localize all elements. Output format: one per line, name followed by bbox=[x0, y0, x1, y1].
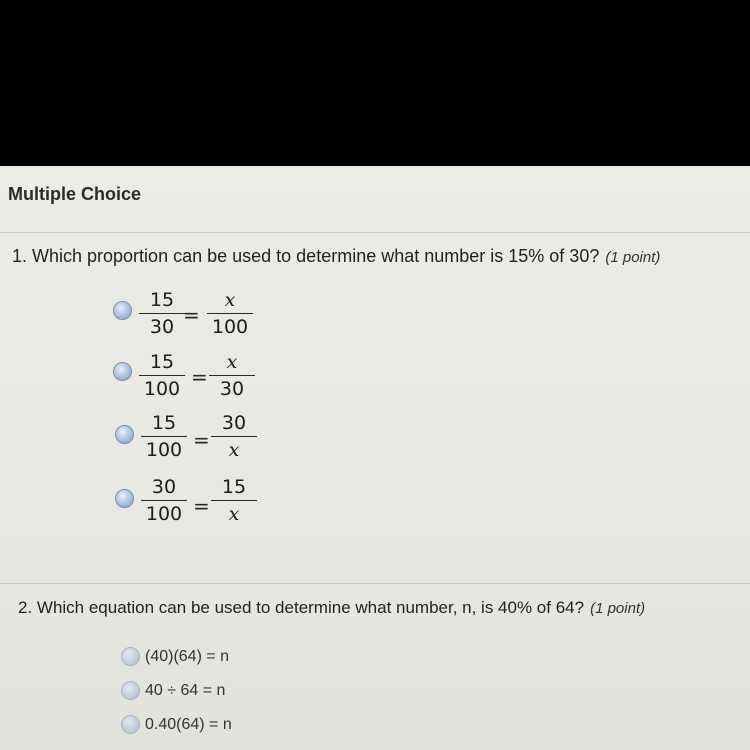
fraction-denominator: x bbox=[228, 503, 240, 525]
q1-choice-c-right-fraction bbox=[207, 411, 261, 462]
q2-choice-a-radio[interactable] bbox=[121, 647, 140, 666]
q1-choice-b-left-fraction bbox=[135, 350, 189, 401]
q1-choice-a-right-fraction bbox=[203, 288, 257, 339]
fraction-denominator: x bbox=[228, 439, 240, 461]
quiz-screen bbox=[0, 166, 750, 750]
fraction-denominator: 100 bbox=[145, 439, 183, 461]
fraction-numerator: 30 bbox=[151, 476, 177, 498]
fraction-bar bbox=[139, 313, 185, 314]
equals-sign: = bbox=[191, 365, 208, 389]
fraction-numerator: x bbox=[224, 289, 236, 311]
q1-choice-c-left-fraction bbox=[137, 411, 191, 462]
fraction-numerator: 15 bbox=[149, 351, 175, 373]
equals-sign: = bbox=[193, 494, 210, 518]
fraction-bar bbox=[211, 500, 257, 501]
q2-choice-c-label: 0.40(64) = n bbox=[145, 716, 232, 733]
q2-choice-b-label: 40 ÷ 64 = n bbox=[145, 682, 226, 699]
question-2-points: (1 point) bbox=[590, 600, 646, 617]
fraction-denominator: 100 bbox=[143, 378, 181, 400]
question-2-text bbox=[18, 598, 645, 618]
fraction-bar bbox=[209, 375, 255, 376]
q1-choice-b-right-fraction bbox=[205, 350, 259, 401]
equals-sign: = bbox=[193, 428, 210, 452]
fraction-numerator: 15 bbox=[221, 476, 247, 498]
divider bbox=[0, 232, 750, 233]
fraction-denominator: 100 bbox=[211, 316, 249, 338]
section-title: Multiple Choice bbox=[8, 184, 142, 204]
question-1-points: (1 point) bbox=[605, 249, 661, 266]
fraction-numerator: 30 bbox=[221, 412, 247, 434]
fraction-bar bbox=[141, 436, 187, 437]
q1-choice-a-radio[interactable] bbox=[113, 301, 132, 320]
question-2-prompt: 2. Which equation can be used to determine what number, n, is 40% of 64? bbox=[18, 598, 585, 617]
fraction-denominator: 30 bbox=[219, 378, 245, 400]
fraction-bar bbox=[139, 375, 185, 376]
divider bbox=[0, 583, 750, 584]
q1-choice-b-radio[interactable] bbox=[113, 362, 132, 381]
fraction-numerator: 15 bbox=[151, 412, 177, 434]
equals-sign: = bbox=[183, 303, 200, 327]
fraction-denominator: 100 bbox=[145, 503, 183, 525]
fraction-numerator: x bbox=[226, 351, 238, 373]
fraction-bar bbox=[141, 500, 187, 501]
q2-choice-b-radio[interactable] bbox=[121, 681, 140, 700]
fraction-bar bbox=[211, 436, 257, 437]
q2-choice-a-label: (40)(64) = n bbox=[145, 648, 230, 665]
q2-choice-c-radio[interactable] bbox=[121, 715, 140, 734]
q1-choice-a-left-fraction bbox=[135, 288, 189, 339]
fraction-denominator: 30 bbox=[149, 316, 175, 338]
fraction-numerator: 15 bbox=[149, 289, 175, 311]
q1-choice-d-left-fraction bbox=[137, 475, 191, 526]
q1-choice-d-radio[interactable] bbox=[115, 489, 134, 508]
question-1-text bbox=[12, 246, 660, 267]
q1-choice-d-right-fraction bbox=[207, 475, 261, 526]
q1-choice-c-radio[interactable] bbox=[115, 425, 134, 444]
question-1-prompt: 1. Which proportion can be used to determine what number is 15% of 30? bbox=[12, 246, 600, 266]
fraction-bar bbox=[207, 313, 253, 314]
